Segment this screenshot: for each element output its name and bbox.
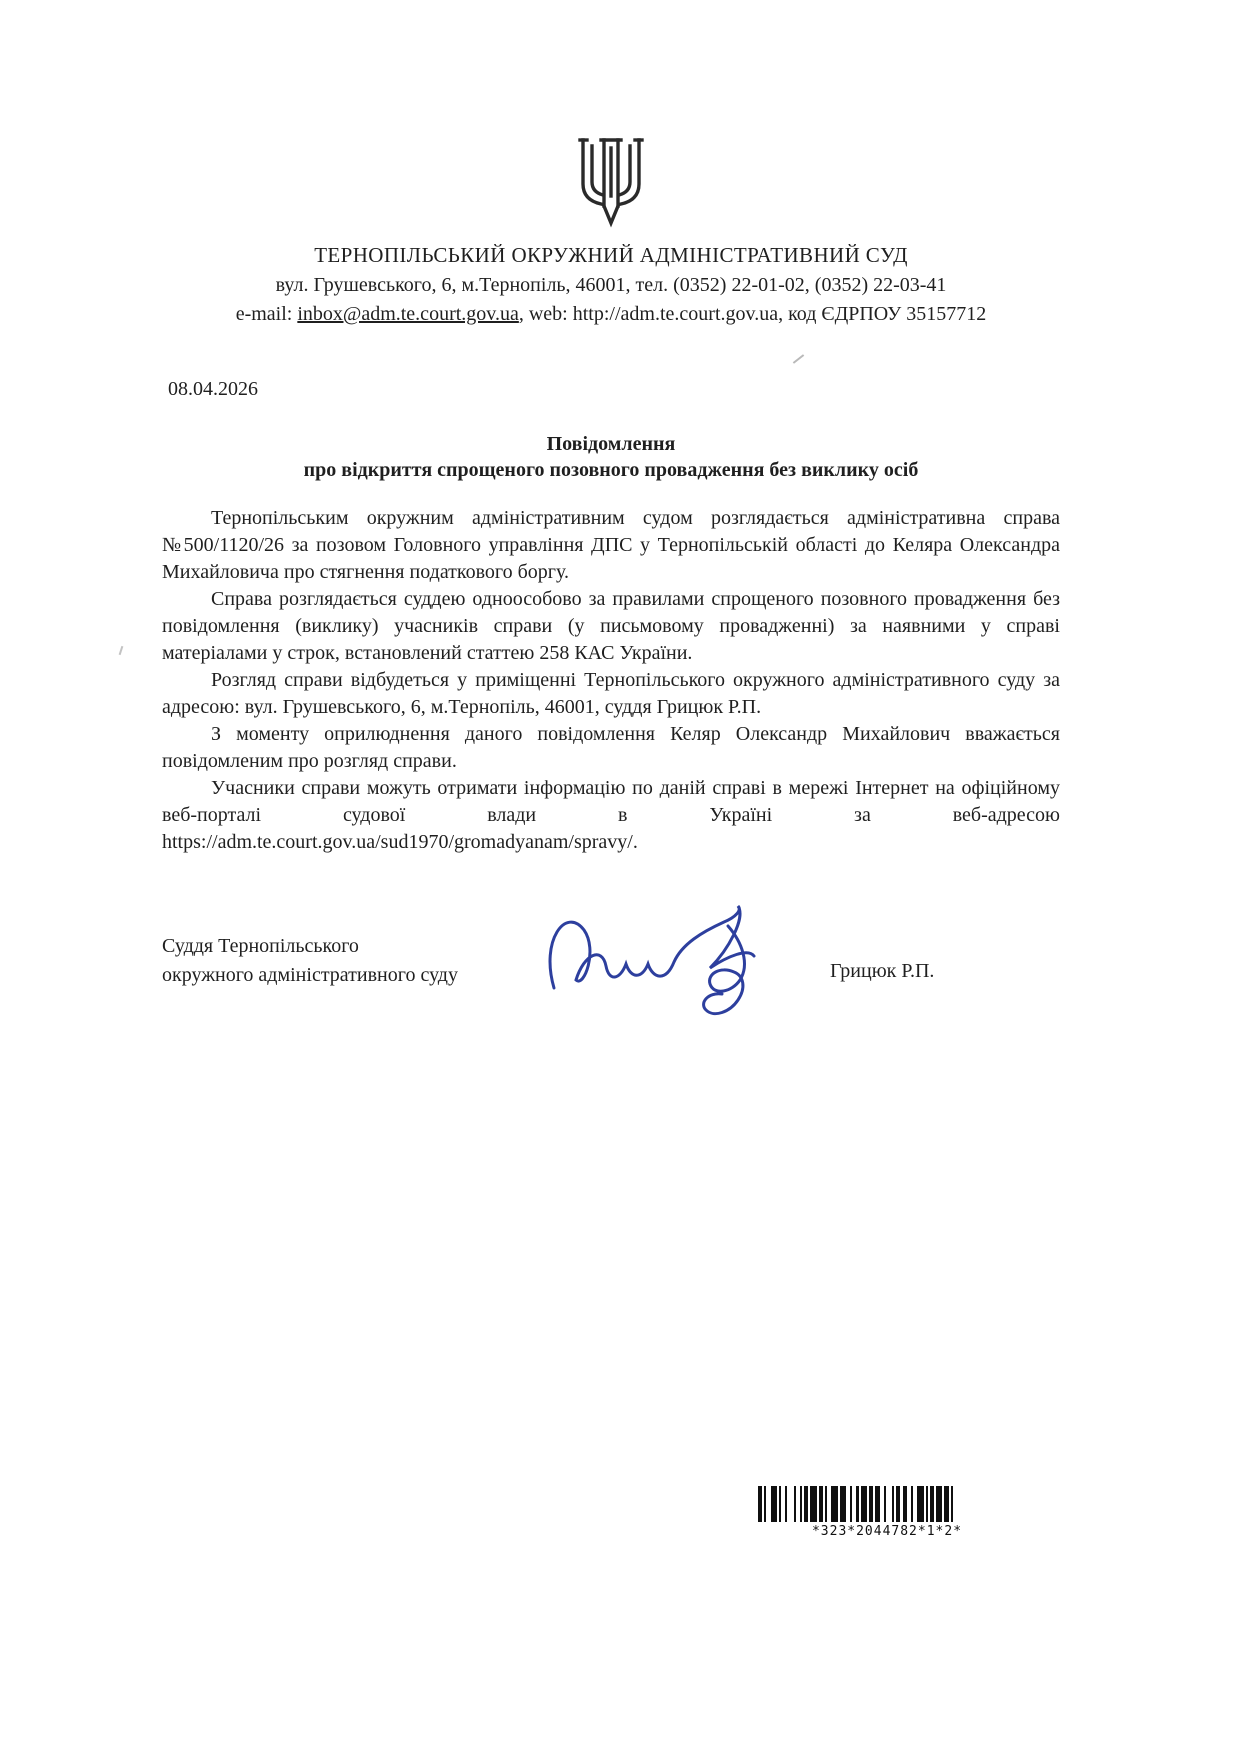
contact-separator: , web: — [518, 303, 573, 325]
signer-role — [162, 932, 458, 990]
ukraine-trident-emblem-icon — [575, 136, 647, 228]
court-address-line: вул. Грушевського, 6, м.Тернопіль, 46001, тел. (0352) 22-01-02, (0352) 22-03-41 — [275, 274, 947, 296]
court-portal-link[interactable]: https://adm.te.court.gov.ua/sud1970/gromadyanam/spravy/ — [162, 831, 633, 853]
document-title — [162, 431, 1060, 483]
website-link[interactable]: http://adm.te.court.gov.ua — [572, 303, 779, 325]
email-link[interactable]: inbox@adm.te.court.gov.ua — [297, 303, 519, 325]
title-line-1: Повідомлення — [546, 433, 676, 455]
court-name: ТЕРНОПІЛЬСЬКИЙ ОКРУЖНИЙ АДМІНІСТРАТИВНИЙ СУД — [314, 243, 908, 267]
barcode-bars — [758, 1486, 1016, 1522]
paragraph-text: . — [632, 831, 638, 853]
signer-role-line-2: окружного адміністративного суду — [162, 964, 458, 986]
paragraph-text: Учасники справи можуть отримати інформацію по даній справі в мережі Інтернет на офіційному веб-порталі судової влади в Україні за веб-адресою — [162, 777, 1060, 826]
signer-name: Грицюк Р.П. — [830, 960, 935, 982]
barcode-text: *323*2044782*1*2* — [811, 1524, 963, 1539]
court-contact-line — [162, 303, 1060, 326]
edrpou-code: , код ЄДРПОУ 35157712 — [778, 303, 987, 325]
paragraph: З моменту оприлюднення даного повідомлення Келяр Олександр Михайлович вважається повідомленим про розгляд справи. — [162, 723, 1060, 772]
signature-block — [162, 904, 1060, 1074]
paragraph: Справа розглядається суддею одноособово за правилами спрощеного позовного провадження без повідомлення (виклику) учасників справи (у письмовому провадженні) за наявними у справі матеріалами у строк, встановлений статтею 258 КАС України. — [162, 588, 1060, 664]
handwritten-signature-icon — [532, 892, 782, 1052]
paragraph: Розгляд справи відбудеться у приміщенні Тернопільського окружного адміністративного суду за адресою: вул. Грушевського, 6, м.Тернопіль, 46001, суддя Грицюк Р.П. — [162, 669, 1060, 718]
document-body — [162, 505, 1060, 856]
title-line-2: про відкриття спрощеного позовного провадження без виклику осіб — [303, 459, 919, 481]
letterhead — [162, 0, 1060, 326]
document-date: 08.04.2026 — [168, 378, 258, 400]
paragraph — [162, 775, 1060, 856]
email-label: e-mail: — [235, 303, 298, 325]
signer-role-line-1: Суддя Тернопільського — [162, 935, 359, 957]
barcode — [758, 1486, 1016, 1539]
paragraph: Тернопільським окружним адміністративним судом розглядається адміністративна справа №500/1120/26 за позовом Головного управління ДПС у Тернопільській області до Келяра Олександра Михайловича про стягнення податкового боргу. — [162, 507, 1060, 583]
